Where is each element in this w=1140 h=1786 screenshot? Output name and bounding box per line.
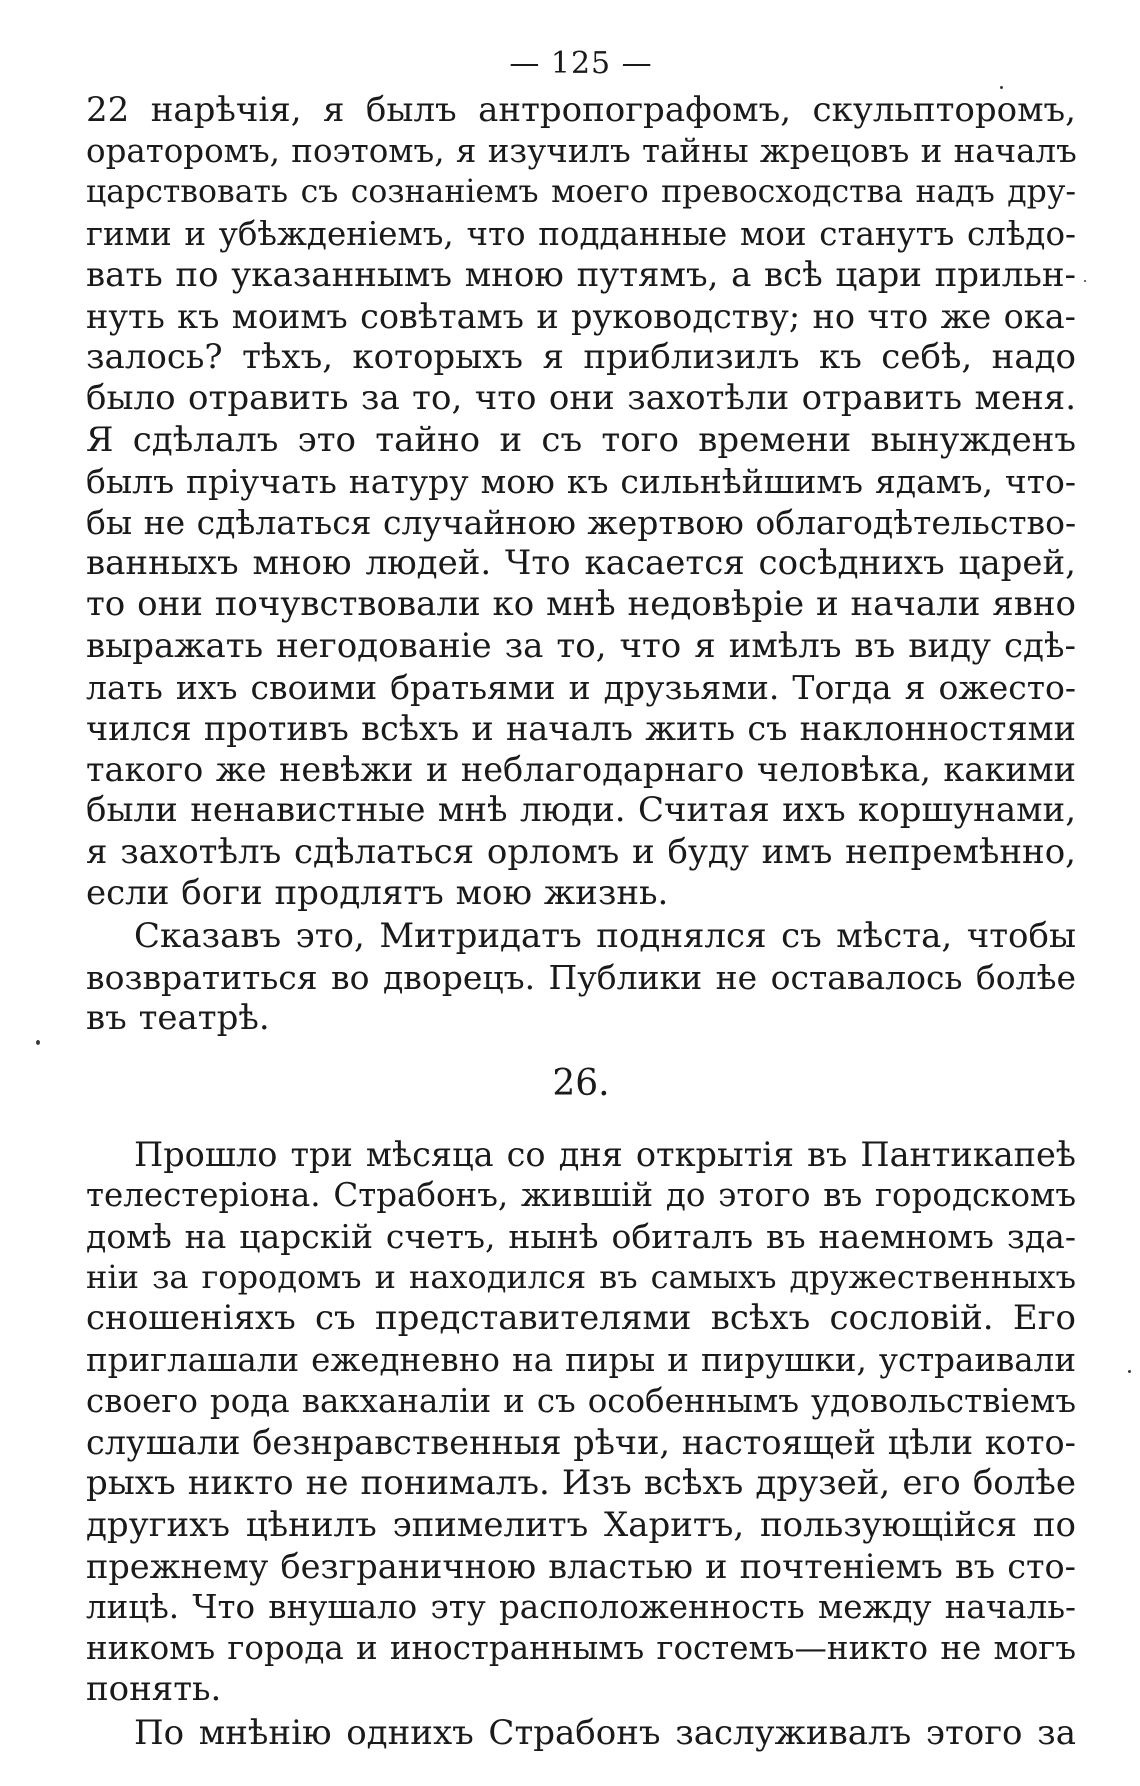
text-line: возвратиться во дворецъ. Публики не оставалось болѣе xyxy=(86,958,1076,998)
text-line: прежнему безграничною властью и почтеніемъ въ сто- xyxy=(86,1546,1076,1586)
scan-speck xyxy=(1000,86,1003,89)
text-line: домѣ на царскій счетъ, нынѣ обиталъ въ наемномъ зда- xyxy=(86,1217,1076,1257)
text-line: лицѣ. Что внушало эту расположенность между началь- xyxy=(86,1587,1076,1626)
text-line: рыхъ никто не понималъ. Изъ всѣхъ друзей, его болѣе xyxy=(86,1463,1076,1504)
text-line: приглашали ежедневно на пиры и пирушки, устраивали xyxy=(86,1340,1076,1379)
text-line: телестеріона. Страбонъ, жившій до этого въ городскомъ xyxy=(86,1175,1076,1214)
text-line: лать ихъ своими братьями и друзьями. Тогда я ожесто- xyxy=(86,667,1076,707)
text-line: Сказавъ это, Митридатъ поднялся съ мѣста, чтобы xyxy=(134,916,1076,957)
text-line: были ненавистные мнѣ люди. Считая ихъ коршунами, xyxy=(86,790,1076,831)
text-line: слушали безнравственныя рѣчи, настоящей цѣли кото- xyxy=(86,1423,1076,1463)
text-line: бы не сдѣлаться случайною жертвою облагодѣтельство- xyxy=(86,503,1077,543)
paragraph-mithridates-speech xyxy=(86,90,1076,914)
body-text xyxy=(86,90,1076,1754)
text-line: понять. xyxy=(86,1669,222,1710)
text-line: чился противъ всѣхъ и началъ жить съ наклонностями xyxy=(86,709,1076,749)
text-line: ванныхъ мною людей. Что касается сосѣднихъ царей, xyxy=(86,543,1076,584)
text-line: другихъ цѣнилъ эпимелитъ Харитъ, пользующійся по xyxy=(86,1504,1076,1545)
text-line: никомъ города и иностраннымъ гостемъ—никто не могъ xyxy=(86,1629,1076,1668)
scan-speck xyxy=(1084,280,1086,282)
text-line: вать по указаннымъ мною путямъ, а всѣ цари прильн- xyxy=(86,254,1076,295)
page-number-header: — 125 — xyxy=(509,46,653,81)
text-line: Я сдѣлалъ это тайно и съ того времени вынужденъ xyxy=(86,419,1076,460)
text-line: своего рода вакханаліи и съ особеннымъ удовольствіемъ xyxy=(86,1381,1076,1420)
paragraph-departure xyxy=(86,916,1076,1040)
text-line: нуть къ моимъ совѣтамъ и руководству; но что же ока- xyxy=(86,297,1076,337)
text-line: такого же невѣжи и неблагодарнаго человѣка, какими xyxy=(86,750,1076,790)
text-line: было отравить за то, что они захотѣли отравить меня. xyxy=(86,378,1076,419)
text-line: я захотѣлъ сдѣлаться орломъ и буду имъ непремѣнно, xyxy=(86,831,1076,872)
paragraph-three-months xyxy=(86,1134,1076,1711)
text-line: ораторомъ, поэтомъ, я изучилъ тайны жрецовъ и началъ xyxy=(86,132,1077,171)
text-line: былъ пріучать натуру мою къ сильнѣйшимъ ядамъ, что- xyxy=(86,461,1076,501)
text-line: ніи за городомъ и находился въ самыхъ дружественныхъ xyxy=(86,1258,1076,1297)
text-line: выражать негодованіе за то, что я имѣлъ въ виду сдѣ- xyxy=(86,625,1076,666)
scan-speck xyxy=(36,1040,40,1045)
text-line: если боги продлятъ мою жизнь. xyxy=(86,872,669,913)
text-line: залось? тѣхъ, которыхъ я приблизилъ къ себѣ, надо xyxy=(86,337,1076,378)
text-line: По мнѣнію однихъ Страбонъ заслуживалъ этого за xyxy=(134,1712,1076,1753)
section-heading: 26. xyxy=(552,1062,610,1104)
scan-speck xyxy=(1128,1370,1131,1373)
book-page xyxy=(86,44,1076,1754)
text-line: гими и убѣжденіемъ, что подданные мои станутъ слѣдо- xyxy=(86,214,1076,253)
paragraph-opinion xyxy=(86,1713,1076,1754)
text-line: царствовать съ сознаніемъ моего превосходства надъ дру- xyxy=(86,174,1076,211)
text-line: сношеніяхъ съ представителями всѣхъ сословій. Его xyxy=(86,1298,1076,1339)
text-line: 22 нарѣчія, я былъ антропографомъ, скульпторомъ, xyxy=(86,90,1076,130)
text-line: въ театрѣ. xyxy=(86,998,270,1039)
text-line: то они почувствовали ко мнѣ недовѣріе и начали явно xyxy=(86,584,1076,625)
text-line: Прошло три мѣсяца со дня открытія въ Пантикапеѣ xyxy=(134,1134,1076,1174)
